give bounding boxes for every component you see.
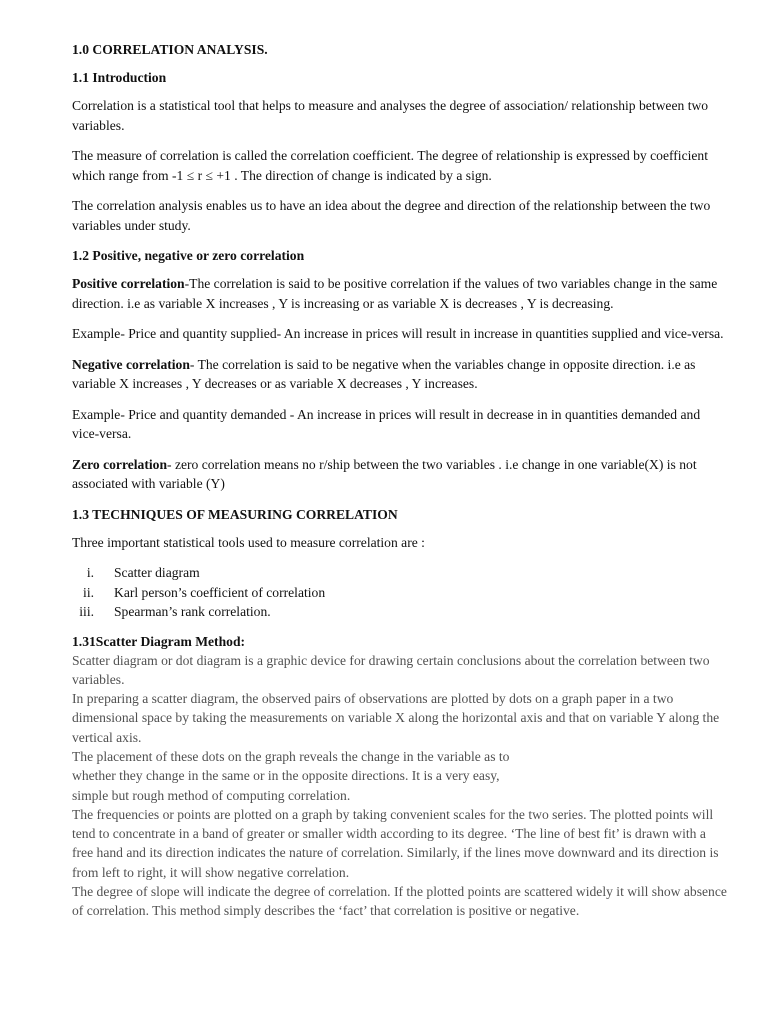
list-item-text: Karl person’s coefficient of correlation — [114, 584, 326, 600]
intro-paragraph-2: The measure of correlation is called the correlation coefficient. The degree of relationship is expressed by coefficient which range from -1 ≤ r ≤ +1 . The direction of change is indicated by a sign. — [72, 148, 708, 183]
tools-list — [72, 563, 728, 622]
positive-correlation-paragraph — [72, 274, 728, 313]
section-heading-1-3: 1.3 TECHNIQUES OF MEASURING CORRELATION — [72, 506, 398, 522]
negative-correlation-paragraph — [72, 355, 728, 394]
positive-correlation-label: Positive correlation — [72, 276, 185, 291]
negative-example-paragraph: Example- Price and quantity demanded - An increase in prices will result in decrease in in quantities demanded and vice-versa. — [72, 406, 701, 441]
zero-correlation-paragraph — [72, 455, 728, 494]
section-heading-1-31: 1.31Scatter Diagram Method: — [72, 633, 246, 649]
list-item-text: Scatter diagram — [114, 565, 200, 580]
scatter-line: Scatter diagram or dot diagram is a graphic device for drawing certain conclusions about the correlation between two variables. — [72, 652, 710, 687]
list-item-text: Spearman’s rank correlation. — [114, 604, 271, 619]
scatter-line: whether they change in the same or in the opposite directions. It is a very easy, — [72, 768, 500, 784]
list-item-number: iii. — [79, 604, 94, 619]
list-item — [72, 602, 728, 622]
intro-paragraph-3: The correlation analysis enables us to have an idea about the degree and direction of the relationship between the two variables under study. — [72, 198, 711, 233]
list-item-number: i. — [86, 565, 94, 580]
document-content — [72, 40, 728, 921]
section-heading-1-2: 1.2 Positive, negative or zero correlation — [72, 248, 305, 263]
zero-correlation-label: Zero correlation — [72, 456, 168, 472]
scatter-line: simple but rough method of computing correlation. — [72, 787, 351, 803]
scatter-line: The degree of slope will indicate the degree of correlation. If the plotted points are scattered widely it will show absence of correlation. This method simply describes the ‘fact’ that correlation is positive or negative. — [72, 884, 727, 919]
tools-intro-paragraph: Three important statistical tools used to measure correlation are : — [72, 534, 425, 550]
scatter-line: The placement of these dots on the graph reveals the change in the variable as to — [72, 748, 510, 764]
list-item-number: ii. — [83, 584, 94, 600]
scatter-line: In preparing a scatter diagram, the observed pairs of observations are plotted by dots on a graph paper in a two dimensional space by taking the measurements on variable X along the horizontal axis and that on variable Y along the vertical axis. — [72, 691, 720, 745]
section-heading-1-0: 1.0 CORRELATION ANALYSIS. — [72, 42, 268, 57]
scatter-line: The frequencies or points are plotted on a graph by taking convenient scales for the two series. The plotted points will tend to concentrate in a band of greater or smaller width according to its degree. ‘The line of best fit’ is drawn with a free hand and its direction indicates the nature of correlation. Similarly, if the lines move downward and its direction is from left to right, it will show negative correlation. — [72, 806, 719, 880]
scatter-diagram-section — [72, 651, 728, 921]
positive-correlation-text: -The correlation is said to be positive correlation if the values of two variables change in the same direction. i.e as variable X increases , Y is increasing or as variable X is decreases , Y is decreasing. — [72, 276, 718, 311]
positive-example-paragraph: Example- Price and quantity supplied- An increase in prices will result in increase in quantities supplied and vice-versa. — [72, 326, 724, 341]
section-heading-1-1: 1.1 Introduction — [72, 70, 167, 85]
intro-paragraph-1: Correlation is a statistical tool that helps to measure and analyses the degree of association/ relationship between two variables. — [72, 98, 709, 133]
list-item — [72, 563, 728, 583]
negative-correlation-text: - The correlation is said to be negative when the variables change in opposite direction. i.e as variable X increases , Y decreases or as variable X decreases , Y increases. — [72, 356, 696, 391]
list-item — [72, 583, 728, 603]
zero-correlation-text: - zero correlation means no r/ship between the two variables . i.e change in one variable(X) is not associated with variable (Y) — [72, 456, 697, 491]
negative-correlation-label: Negative correlation — [72, 356, 190, 372]
